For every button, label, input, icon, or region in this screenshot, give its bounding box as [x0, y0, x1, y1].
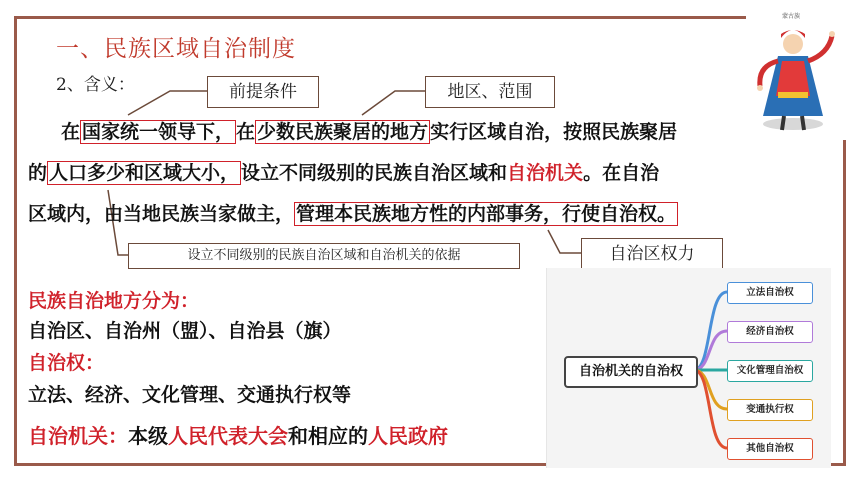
organs-congress: 人民代表大会 [168, 424, 288, 448]
mindmap-node-legislative: 立法自治权 [727, 282, 813, 304]
text-segment: 。在自治 [583, 162, 660, 184]
definition-paragraph [28, 112, 828, 235]
text-segment: 在 [61, 121, 81, 143]
slide-title: 一、民族区域自治制度 [56, 36, 296, 62]
rights-label: 自治权： [28, 352, 105, 374]
branch-economic [694, 331, 727, 370]
text-segment: 在 [236, 121, 256, 143]
paragraph-line-1 [28, 112, 828, 153]
dancer-figure-icon [748, 6, 838, 136]
text-segment: 的 [28, 162, 48, 184]
branch-flexible [694, 370, 727, 409]
paragraph-line-3 [28, 194, 828, 235]
mindmap-node-flexible: 变通执行权 [727, 399, 813, 421]
callout-premise: 前提条件 [207, 76, 319, 108]
mindmap-node-other: 其他自治权 [727, 438, 813, 460]
callout-region: 地区、范围 [425, 76, 555, 108]
mindmap-center-node: 自治机关的自治权 [564, 356, 698, 388]
organs-label: 自治机关： [28, 424, 128, 448]
rights-value: 立法、经济、文化管理、交通执行权等 [28, 384, 352, 406]
mindmap-node-economic: 经济自治权 [727, 321, 813, 343]
organs-line [28, 420, 448, 449]
mindmap-autonomy-rights [546, 268, 831, 468]
ethnic-dancer-illustration [748, 6, 838, 136]
organs-government: 人民政府 [368, 424, 448, 448]
slide-subtitle: 2、含义： [56, 75, 135, 95]
callout-power: 自治区权力 [581, 238, 723, 270]
text-segment: 设立不同级别的民族自治区域和 [241, 162, 508, 184]
highlight-population-size: 人口多少和区域大小， [49, 162, 240, 184]
divisions-value: 自治区、自治州（盟）、自治县（旗） [28, 320, 342, 342]
mindmap-node-cultural: 文化管理自治权 [727, 360, 813, 382]
text-segment: 区域内，由当地民族当家做主， [28, 203, 295, 225]
divisions-label: 民族自治地方分为： [28, 290, 200, 312]
callout-basis: 设立不同级别的民族自治区域和自治机关的依据 [128, 243, 520, 269]
organs-text: 和相应的 [288, 424, 368, 448]
highlight-minority-areas: 少数民族聚居的地方 [257, 121, 429, 143]
highlight-unified-leadership: 国家统一领导下， [82, 121, 235, 143]
highlight-internal-affairs: 管理本民族地方性的内部事务，行使自治权。 [296, 203, 677, 225]
text-segment: 实行区域自治，按照民族聚居 [430, 121, 678, 143]
organs-text: 本级 [128, 424, 168, 448]
figure-caption: 蒙古族 [782, 13, 801, 20]
autonomous-organs-term: 自治机关 [507, 162, 584, 184]
paragraph-line-2 [28, 153, 828, 194]
